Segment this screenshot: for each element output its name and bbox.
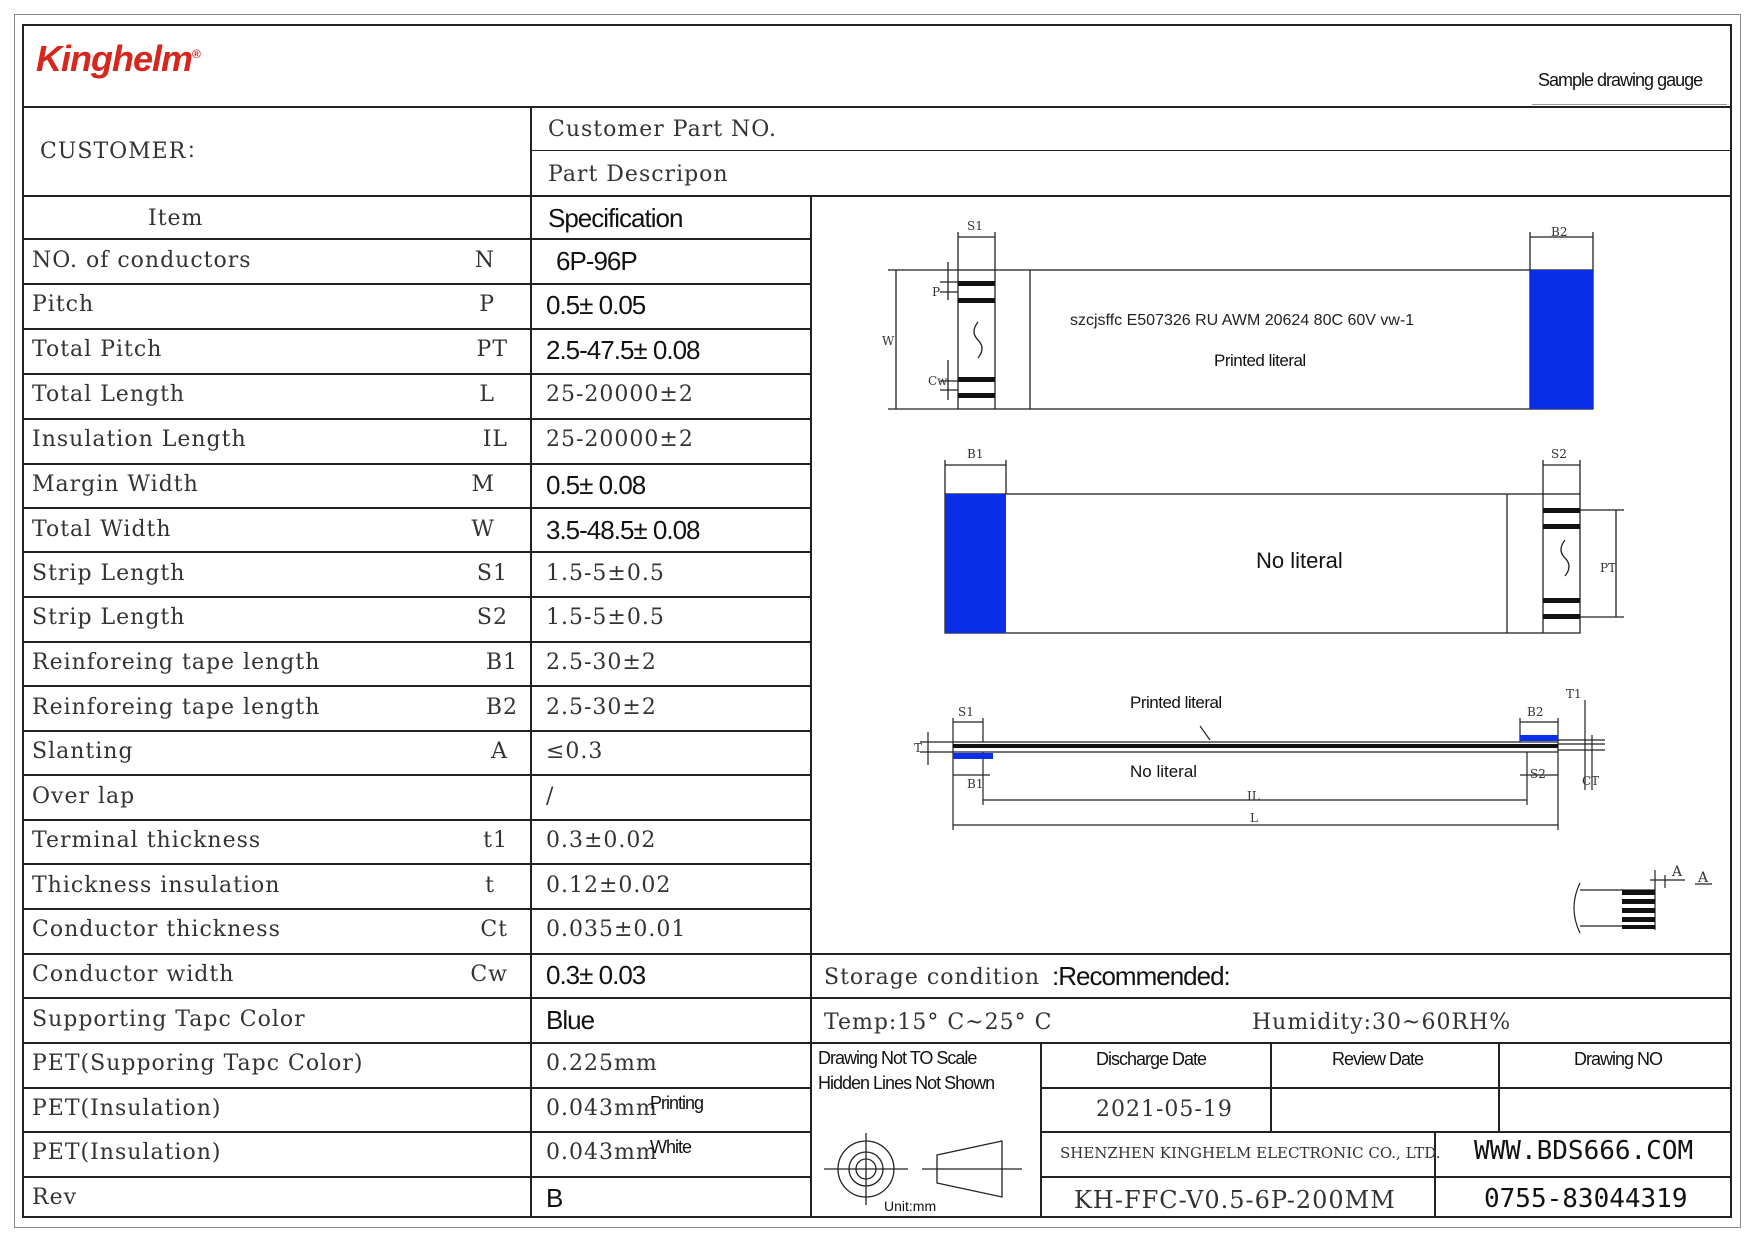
spec-row-item: Margin Width [32, 472, 199, 497]
spec-row-symbol: N [474, 248, 495, 273]
spec-row-symbol: Ct [480, 917, 508, 942]
spec-row-symbol: t1 [483, 828, 508, 853]
cable-print-text: szcjsffc E507326 RU AWM 20624 80C 60V vw-1 [1070, 312, 1415, 329]
unit-label: Unit:mm [884, 1198, 937, 1214]
spec-row-value: 2.5-30±2 [546, 650, 657, 675]
spec-row-value: 1.5-5±0.5 [546, 561, 665, 586]
spec-row-item: Strip Length [32, 605, 186, 630]
spec-row-value: 25-20000±2 [546, 427, 694, 452]
spec-row-item: Total Width [32, 517, 172, 542]
spec-row-value: 0.035±0.01 [546, 917, 687, 942]
spec-row-symbol: L [479, 382, 495, 407]
projection-symbol-icon [812, 1133, 1038, 1217]
spec-row-item: Supporting Tapc Color [32, 1007, 306, 1032]
no-literal-label: No literal [1256, 548, 1343, 573]
spec-row-value: 2.5-30±2 [546, 695, 657, 720]
spec-row-item: Reinforeing tape length [32, 695, 321, 720]
storage-humidity: Humidity:30~60RH% [1252, 1010, 1512, 1035]
spec-row-item: PET(Insulation) [32, 1140, 222, 1165]
spec-row-item: Rev [32, 1185, 78, 1210]
phone-number: 0755-83044319 [1484, 1184, 1688, 1214]
storage-condition-label: Storage condition [824, 965, 1041, 990]
discharge-date-value: 2021-05-19 [1096, 1097, 1233, 1122]
spec-row-value: 1.5-5±0.5 [546, 605, 665, 630]
dim-s1-top: S1 [967, 219, 983, 233]
customer-label: CUSTOMER： [40, 139, 210, 164]
spec-row-value: / [546, 784, 555, 809]
part-description-label: Part Descripon [548, 162, 729, 187]
spec-row-item: Conductor width [32, 962, 235, 987]
customer-part-no-label: Customer Part NO. [548, 117, 778, 142]
subtitle-underline [1532, 104, 1727, 105]
printed-literal-label: Printed literal [1214, 351, 1306, 370]
storage-temperature: Temp:15° C~25° C [824, 1010, 1053, 1035]
drawing-no-label: Drawing NO [1574, 1049, 1663, 1069]
spec-row-value: B [546, 1183, 563, 1213]
spec-row-item: NO. of conductors [32, 248, 252, 273]
kinghelm-logo: Kinghelm® [36, 38, 200, 79]
spec-row-item: Terminal thickness [32, 828, 262, 853]
dim-b2-top: B2 [1551, 225, 1568, 239]
dim-ct: CT [1582, 774, 1600, 788]
spec-row-value: 0.12±0.02 [546, 873, 672, 898]
review-date-label: Review Date [1332, 1049, 1424, 1069]
cable-top-outline [958, 270, 1593, 409]
storage-recommended: :Recommended: [1052, 961, 1230, 991]
spec-row-value: 0.3±0.02 [546, 828, 657, 853]
dim-s1-side: S1 [958, 705, 974, 719]
spec-row-item: Total Length [32, 382, 186, 407]
spec-row-value: 2.5-47.5± 0.08 [546, 335, 700, 365]
dim-s2-side: S2 [1530, 767, 1546, 781]
dim-b2-side: B2 [1527, 705, 1544, 719]
spec-row-value: 0.043mm [546, 1140, 658, 1165]
dim-a: A [1672, 864, 1683, 880]
dim-s2-mid: S2 [1551, 447, 1567, 461]
ffc-drawing [812, 197, 1730, 951]
spec-row-item: Insulation Length [32, 427, 247, 452]
spec-row-symbol: M [471, 472, 495, 497]
spec-row-item: Total Pitch [32, 337, 163, 362]
spec-row-item: Strip Length [32, 561, 186, 586]
spec-row-symbol: P [479, 292, 495, 317]
spec-row-value: 25-20000±2 [546, 382, 694, 407]
spec-row-symbol: B1 [485, 650, 518, 675]
dim-pt: PT [1600, 561, 1617, 575]
note-not-to-scale: Drawing Not TO Scale [818, 1048, 977, 1068]
spec-row-value: 0.225mm [546, 1051, 658, 1076]
spec-row-value: 0.5± 0.05 [546, 290, 646, 320]
dim-l: L [1250, 811, 1258, 825]
spec-row-symbol: W [471, 517, 495, 542]
spec-row-value: 0.3± 0.03 [546, 960, 646, 990]
spec-row-value: 3.5-48.5± 0.08 [546, 515, 700, 545]
spec-row-value: 0.043mm [546, 1096, 658, 1121]
website: WWW.BDS666.COM [1474, 1136, 1694, 1166]
spec-row-item: Reinforeing tape length [32, 650, 321, 675]
company-name: SHENZHEN KINGHELM ELECTRONIC CO., LTD. [1060, 1144, 1441, 1162]
spec-row-symbol: Cw [470, 962, 508, 987]
spec-row-item: PET(Insulation) [32, 1096, 222, 1121]
spec-row-symbol: PT [476, 337, 508, 362]
note-hidden-lines: Hidden Lines Not Shown [818, 1073, 995, 1093]
discharge-date-label: Discharge Date [1096, 1049, 1207, 1069]
dim-w: W [882, 334, 895, 348]
spec-row-value: 0.5± 0.08 [546, 470, 646, 500]
spec-row-value: ≤0.3 [546, 739, 604, 764]
part-code: KH-FFC-V0.5-6P-200MM [1074, 1186, 1396, 1214]
spec-row-value: 6P-96P [556, 246, 637, 276]
dim-il: IL [1247, 789, 1260, 803]
spec-row-value: Blue [546, 1005, 595, 1035]
spec-row-symbol: B2 [485, 695, 518, 720]
dim-cw: Cw [928, 374, 948, 388]
item-column-header: Item [148, 206, 204, 231]
spec-row-item: Pitch [32, 292, 95, 317]
spec-row-symbol: A [491, 739, 508, 764]
spec-row-item: Over lap [32, 784, 136, 809]
spec-row-item: Thickness insulation [32, 873, 281, 898]
spec-row-item: Slanting [32, 739, 134, 764]
reinforcing-tape-b1 [945, 494, 1006, 633]
specification-column-header: Specification [548, 203, 683, 233]
printed-literal-side-label: Printed literal [1130, 693, 1222, 712]
dim-t1: T1 [1566, 687, 1582, 701]
spec-row-item: PET(Supporing Tapc Color) [32, 1051, 364, 1076]
spec-row-note: White [650, 1137, 692, 1157]
dim-b1-mid: B1 [967, 447, 984, 461]
dim-t: T [914, 741, 923, 755]
reinforcing-tape-b2 [1530, 270, 1593, 409]
dim-b1-side: B1 [967, 777, 984, 791]
dim-p: P [932, 285, 941, 299]
spec-row-symbol: S2 [476, 605, 508, 630]
spec-row-symbol: IL [482, 427, 508, 452]
dim-a-mark: A [1698, 870, 1709, 886]
no-literal-side-label: No literal [1130, 762, 1198, 781]
spec-row-note: Printing [650, 1093, 704, 1113]
spec-row-symbol: t [485, 873, 495, 898]
spec-row-item: Conductor thickness [32, 917, 281, 942]
spec-row-symbol: S1 [476, 561, 508, 586]
sample-drawing-gauge-label: Sample drawing gauge [1538, 70, 1703, 90]
